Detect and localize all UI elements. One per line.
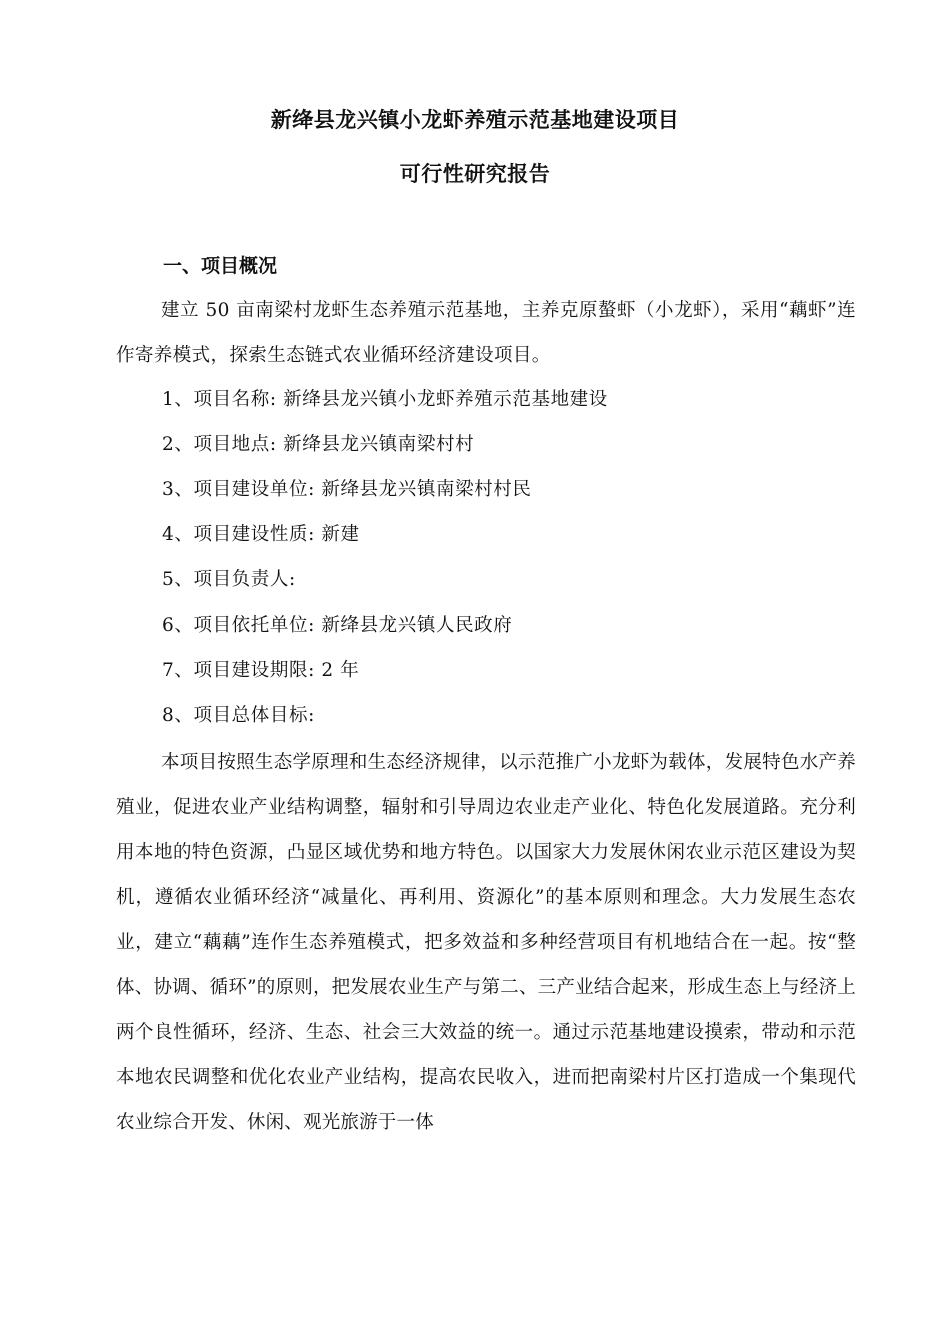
intro-paragraph: 建立 50 亩南梁村龙虾生态养殖示范基地，主养克原螯虾（小龙虾），采用“藕虾”连作寄养模式，探索生态链式农业循环经济建设项目。 [116,300,856,366]
document-title: 新绛县龙兴镇小龙虾养殖示范基地建设项目 [270,108,680,132]
item-construction-nature: 4、项目建设性质: 新建 [162,524,360,545]
item-project-leader: 5、项目负责人: [162,569,296,590]
item-construction-unit: 3、项目建设单位: 新绛县龙兴镇南梁村村民 [162,479,532,500]
goal-paragraph: 本项目按照生态学原理和生态经济规律，以示范推广小龙虾为载体，发展特色水产养殖业，促进农业产业结构调整，辐射和引导周边农业走产业化、特色化发展道路。充分利用本地的特色资源，凸显区域优势和地方特色。以国家大力发展休闲农业示范区建设为契机，遵循农业循环经济“减量化、再利用、资源化”的基本原则和理念。大力发展生态农业，建立“藕藕”连作生态养殖模式，把多效益和多种经营项目有机地结合在一起。按“整体、协调、循环”的原则，把发展农业生产与第二、三产业结合起来，形成生态上与经济上两个良性循环，经济、生态、社会三大效益的统一。通过示范基地建设摸索，带动和示范本地农民调整和优化农业产业结构，提高农民收入，进而把南梁村片区打造成一个集现代农业综合开发、休闲、观光旅游于一体 [116,752,856,1133]
item-construction-period: 7、项目建设期限: 2 年 [162,660,360,681]
item-overall-goal: 8、项目总体目标: [162,705,315,726]
section-heading-project-overview: 一、项目概况 [163,255,278,277]
document-subtitle: 可行性研究报告 [399,162,551,186]
item-project-location: 2、项目地点: 新绛县龙兴镇南梁村村 [162,434,475,455]
item-project-name: 1、项目名称: 新绛县龙兴镇小龙虾养殖示范基地建设 [162,389,608,410]
item-supporting-unit: 6、项目依托单位: 新绛县龙兴镇人民政府 [162,615,513,636]
